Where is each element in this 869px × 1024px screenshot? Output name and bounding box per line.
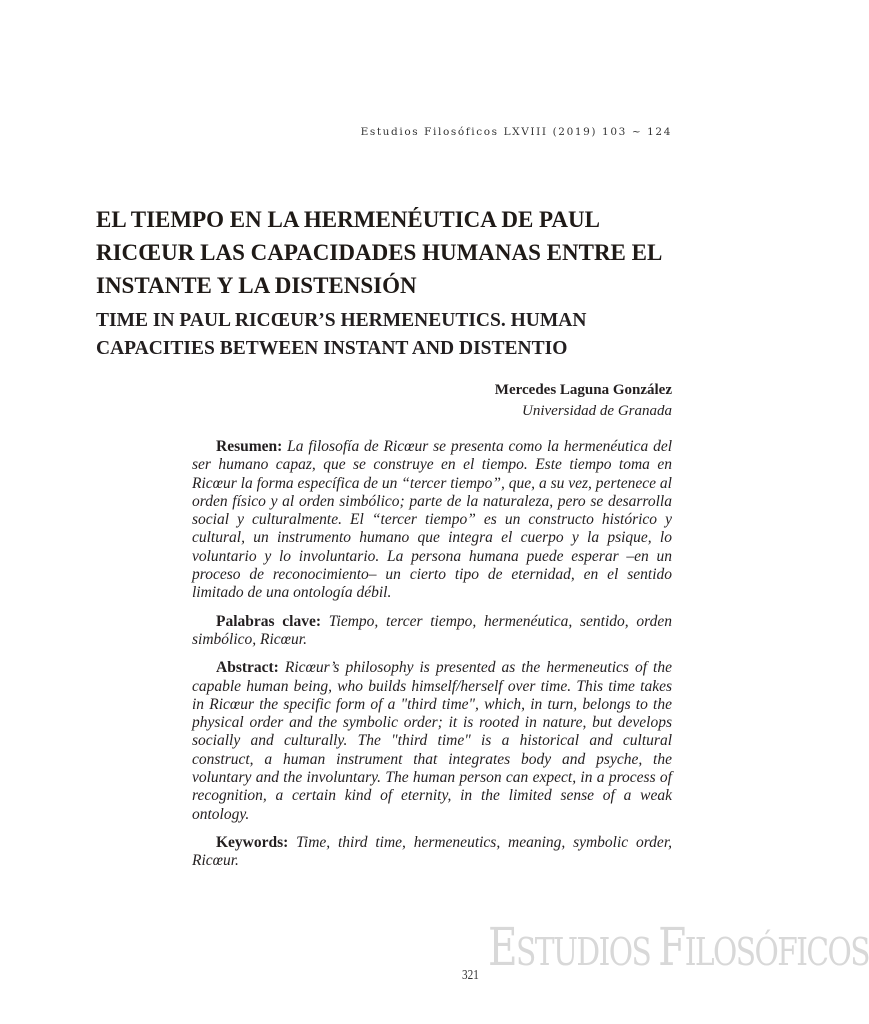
journal-logo-watermark: ESTUDIOS FILOSÓFICOS bbox=[488, 918, 869, 978]
abstract-section bbox=[192, 438, 672, 881]
running-header: Estudios Filosóficos LXVIII (2019) 103 ~ 124 bbox=[360, 126, 672, 138]
abstract-label: Abstract: bbox=[216, 659, 279, 677]
page-number: 321 bbox=[462, 968, 479, 983]
resumen-paragraph bbox=[192, 438, 672, 603]
author-affiliation: Universidad de Granada bbox=[522, 403, 672, 419]
article-title-spanish: EL TIEMPO EN LA HERMENÉUTICA DE PAUL RICŒUR LAS CAPACIDADES HUMANAS ENTRE EL INSTANTE Y LA DISTENSIÓN bbox=[96, 207, 662, 298]
author-name: Mercedes Laguna González bbox=[494, 382, 672, 398]
author-block bbox=[495, 380, 672, 422]
keywords-text: Time, third time, hermeneutics, meaning, symbolic order, Ricœur. bbox=[192, 833, 673, 870]
article-title-english: TIME IN PAUL RICŒUR’S HERMENEUTICS. HUMAN CAPACITIES BETWEEN INSTANT AND DISTENTIO bbox=[96, 310, 587, 359]
palabras-clave-text: Tiempo, tercer tiempo, hermenéutica, sentido, orden simbólico, Ricœur. bbox=[192, 612, 672, 648]
keywords-paragraph bbox=[192, 834, 672, 871]
abstract-text: Ricœur’s philosophy is presented as the hermeneutics of the capable human being, who builds himself/herself over time. This time takes in Ricœur the specific form of a "third time", which, in turn, belongs to the physical order and the symbolic order; it is rooted in nature, but develops socially and culturally. The "third time" is a historical and cultural construct, a human instrument that integrates body and psyche, the voluntary and the involuntary. The human person can expect, in a process of recognition, a certain kind of eternity, in the limited sense of a weak ontology. bbox=[192, 659, 672, 823]
palabras-clave-paragraph bbox=[192, 613, 672, 650]
keywords-label: Keywords: bbox=[216, 833, 289, 851]
resumen-label: Resumen: bbox=[216, 438, 283, 455]
resumen-text: La filosofía de Ricœur se presenta como la hermenéutica del ser humano capaz, que se construye en el tiempo. Este tiempo toma en Ricœur la forma específica de un “tercer tiempo”, que, a su vez, pertenece al orden físico y al orden simbólico; parte de la naturaleza, pero se desarrolla social y culturalmente. El “tercer tiempo” es un constructo histórico y cultural, un instrumento humano que integra el cuerpo y la psique, lo voluntario y lo involuntario. La persona humana puede esperar –en un proceso de reconocimiento– un cierto tipo de eternidad, en el sentido limitado de una ontología débil. bbox=[192, 438, 673, 602]
palabras-clave-label: Palabras clave: bbox=[216, 612, 322, 630]
abstract-paragraph bbox=[192, 659, 672, 824]
